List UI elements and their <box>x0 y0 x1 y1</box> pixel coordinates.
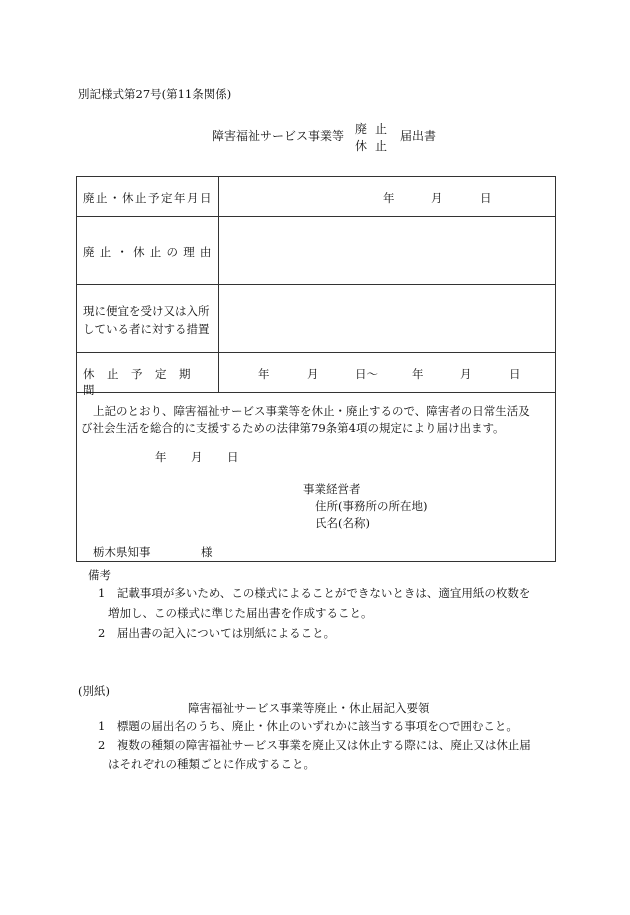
year-label: 年 <box>383 191 395 205</box>
table-row-scheduled-date <box>77 177 555 217</box>
row-label-cell <box>77 217 219 284</box>
start-year-label: 年 <box>258 367 270 381</box>
start-day-label: 日〜 <box>355 367 378 381</box>
measures-field[interactable] <box>219 285 555 352</box>
document-title-tail: 届出書 <box>400 129 437 143</box>
declaration-text-line1: 上記のとおり、障害福祉サービス事業等を休止・廃止するので、障害者の日常生活及 <box>93 404 530 418</box>
table-row-measures <box>77 285 555 353</box>
annex-label: (別紙) <box>78 684 110 698</box>
notes-heading: 備考 <box>88 568 111 582</box>
month-label: 月 <box>431 191 443 205</box>
scheduled-date-field[interactable] <box>219 177 555 216</box>
address-label: 住所(事務所の所在地) <box>315 499 428 513</box>
addressee-label: 栃木県知事 <box>93 545 151 559</box>
document-title: 障害福祉サービス事業等 <box>212 129 345 143</box>
measures-label-line2: している者に対する措置 <box>83 322 210 336</box>
form-number-label: 別記様式第27号(第11条関係) <box>78 87 232 101</box>
day-label: 日 <box>480 191 492 205</box>
annex-item-2-line2: はそれぞれの種類ごとに作成すること。 <box>108 757 315 771</box>
row-label-cell <box>77 285 219 352</box>
declaration-year-label: 年 <box>155 450 167 464</box>
reason-label: 廃止・休止の理由 <box>83 245 217 259</box>
notification-form-table <box>76 176 556 562</box>
annex-item-2-line1: 2 複数の種類の障害福祉サービス事業を廃止又は休止する際には、廃止又は休止届 <box>98 738 531 752</box>
note-item-1-line2: 増加し、この様式に準じた届出書を作成すること。 <box>108 606 373 620</box>
declaration-text-line2: び社会生活を総合的に支援するための法律第79条第4項の規定により届け出ます。 <box>81 421 505 435</box>
honorific-label: 様 <box>201 545 213 559</box>
start-month-label: 月 <box>307 367 319 381</box>
row-label-cell <box>77 353 219 397</box>
table-row-suspension-period <box>77 353 555 397</box>
name-label: 氏名(名称) <box>315 516 370 530</box>
operator-label: 事業経営者 <box>303 482 361 496</box>
declaration-section <box>77 393 555 563</box>
suspension-period-field[interactable] <box>219 353 555 392</box>
note-item-1-line1: 1 記載事項が多いため、この様式によることができないときは、適宜用紙の枚数を <box>98 586 531 600</box>
end-year-label: 年 <box>412 367 424 381</box>
declaration-month-label: 月 <box>191 450 203 464</box>
annex-title: 障害福祉サービス事業等廃止・休止届記入要領 <box>188 701 430 715</box>
scheduled-date-label: 廃止・休止予定年月日 <box>83 191 213 205</box>
reason-field[interactable] <box>219 217 555 284</box>
declaration-day-label: 日 <box>227 450 239 464</box>
title-option-suspend: 休止 <box>355 139 396 153</box>
end-day-label: 日 <box>509 367 521 381</box>
row-label-cell <box>77 177 219 216</box>
table-row-reason <box>77 217 555 285</box>
suspension-period-label: 休止予定期間 <box>83 367 203 397</box>
annex-item-1: 1 標題の届出名のうち、廃止・休止のいずれかに該当する事項を○で囲むこと。 <box>98 719 518 733</box>
title-option-abolish: 廃止 <box>355 122 396 136</box>
end-month-label: 月 <box>460 367 472 381</box>
measures-label-line1: 現に便宜を受け又は入所 <box>83 304 210 318</box>
note-item-2: 2 届出書の記入については別紙によること。 <box>98 626 336 640</box>
